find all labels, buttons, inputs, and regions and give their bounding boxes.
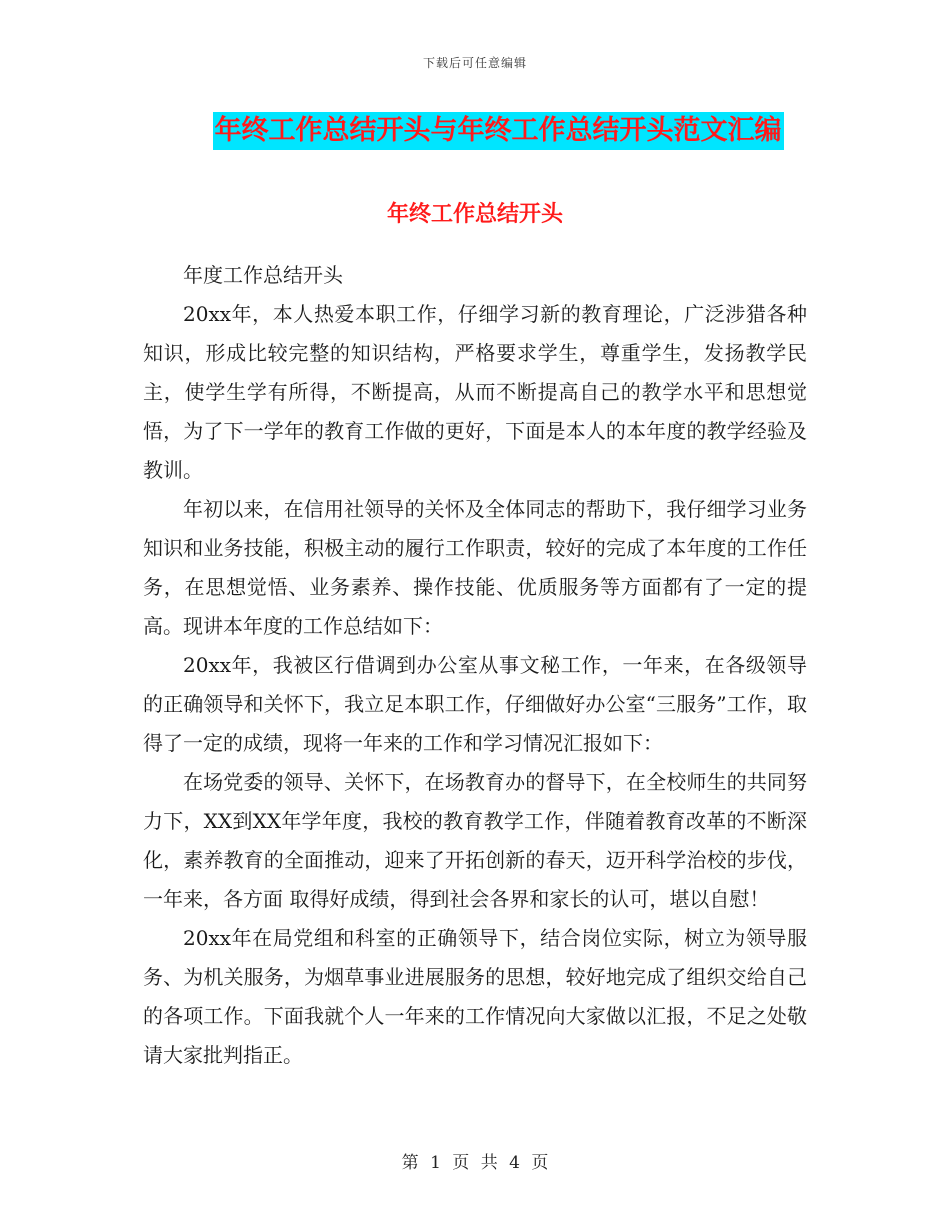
paragraph: 20xx年，我被区行借调到办公室从事文秘工作，一年来，在各级领导的正确领导和关怀下，我立足本职工作，仔细做好办公室“三服务”工作，取得了一定的成绩，现将一年来的工作和学习情况汇报如下： [143, 653, 807, 755]
paragraph: 在场党委的领导、关怀下，在场教育办的督导下，在全校师生的共同努力下，XX到XX年学年度，我校的教育教学工作，伴随着教育改革的不断深化，素养教育的全面推动，迎来了开拓创新的春天，迈开科学治校的步伐，一年来，各方面 取得好成绩，得到社会各界和家长的认可，堪以自慰！ [143, 770, 807, 911]
page-footer: 第 1 页 共 4 页 [401, 1153, 549, 1173]
paragraph: 年初以来，在信用社领导的关怀及全体同志的帮助下，我仔细学习业务知识和业务技能，积极主动的履行工作职责，较好的完成了本年度的工作任务，在思想觉悟、业务素养、操作技能、优质服务等方面都有了一定的提高。现讲本年度的工作总结如下： [143, 497, 807, 638]
paragraph: 年度工作总结开头 [183, 263, 343, 287]
paragraph: 20xx年在局党组和科室的正确领导下，结合岗位实际，树立为领导服务、为机关服务，为烟草事业进展服务的思想，较好地完成了组织交给自己的各项工作。下面我就个人一年来的工作情况向大家做以汇报，不足之处敬请大家批判指正。 [143, 926, 807, 1067]
header-note: 下载后可任意编辑 [422, 56, 527, 70]
document-title-wrapper [0, 112, 950, 150]
section-title: 年终工作总结开头 [386, 202, 563, 227]
document-title: 年终工作总结开头与年终工作总结开头范文汇编 [213, 112, 784, 150]
paragraph: 20xx年，本人热爱本职工作，仔细学习新的教育理论，广泛涉猎各种知识，形成比较完整的知识结构，严格要求学生，尊重学生，发扬教学民主，使学生学有所得，不断提高，从而不断提高自己的教学水平和思想觉悟，为了下一学年的教育工作做的更好，下面是本人的本年度的教学经验及教训。 [143, 302, 807, 482]
body-text [143, 220, 807, 1075]
